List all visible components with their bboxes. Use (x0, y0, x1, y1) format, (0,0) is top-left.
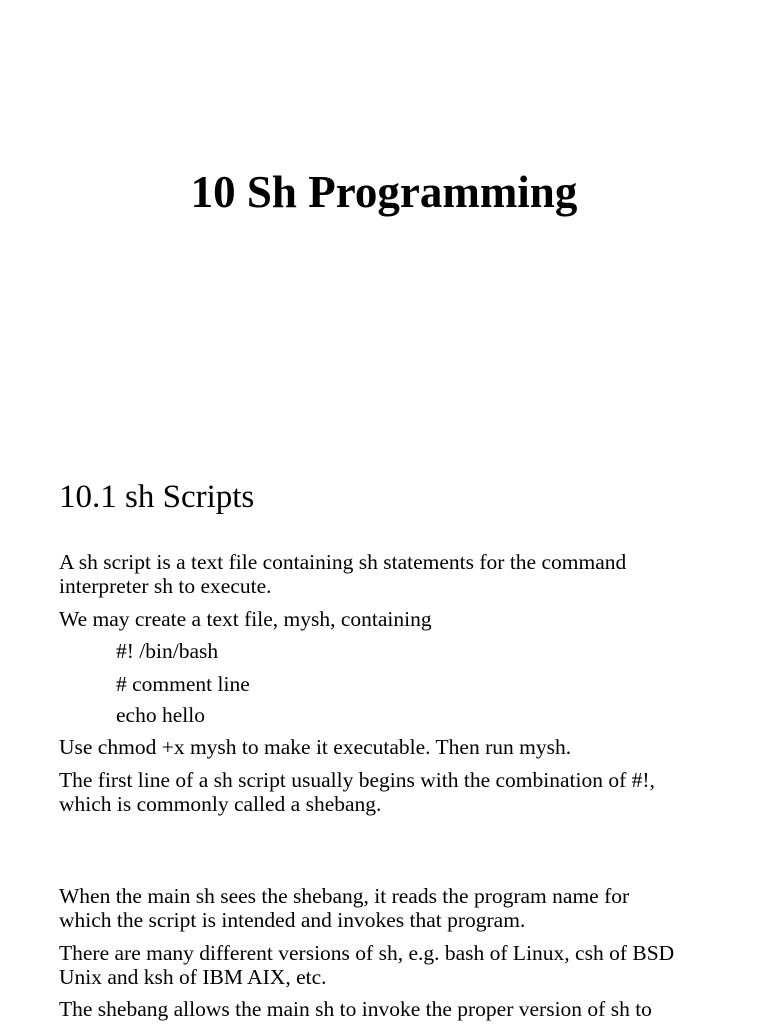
chapter-title: 10 Sh Programming (190, 167, 578, 217)
paragraph-sh-script-definition: A sh script is a text file containing sh statements for the command interpreter sh to execute. (59, 550, 627, 598)
paragraph-shebang-behavior: When the main sh sees the shebang, it reads the program name for which the script is intended and invokes that program. (59, 884, 630, 932)
section-title: 10.1 sh Scripts (59, 479, 255, 515)
paragraph-create-file: We may create a text file, mysh, containing (59, 607, 432, 631)
code-line-echo: echo hello (116, 703, 205, 727)
paragraph-shebang-intro: The first line of a sh script usually begins with the combination of #!, which is commonly called a shebang. (59, 768, 655, 816)
paragraph-chmod: Use chmod +x mysh to make it executable. Then run mysh. (59, 735, 572, 759)
code-line-comment: # comment line (116, 672, 250, 696)
code-line-shebang: #! /bin/bash (116, 639, 219, 663)
paragraph-sh-versions: There are many different versions of sh, e.g. bash of Linux, csh of BSD Unix and ksh of IBM AIX, etc. (59, 941, 675, 989)
paragraph-shebang-invoke: The shebang allows the main sh to invoke the proper version of sh to (59, 997, 652, 1021)
